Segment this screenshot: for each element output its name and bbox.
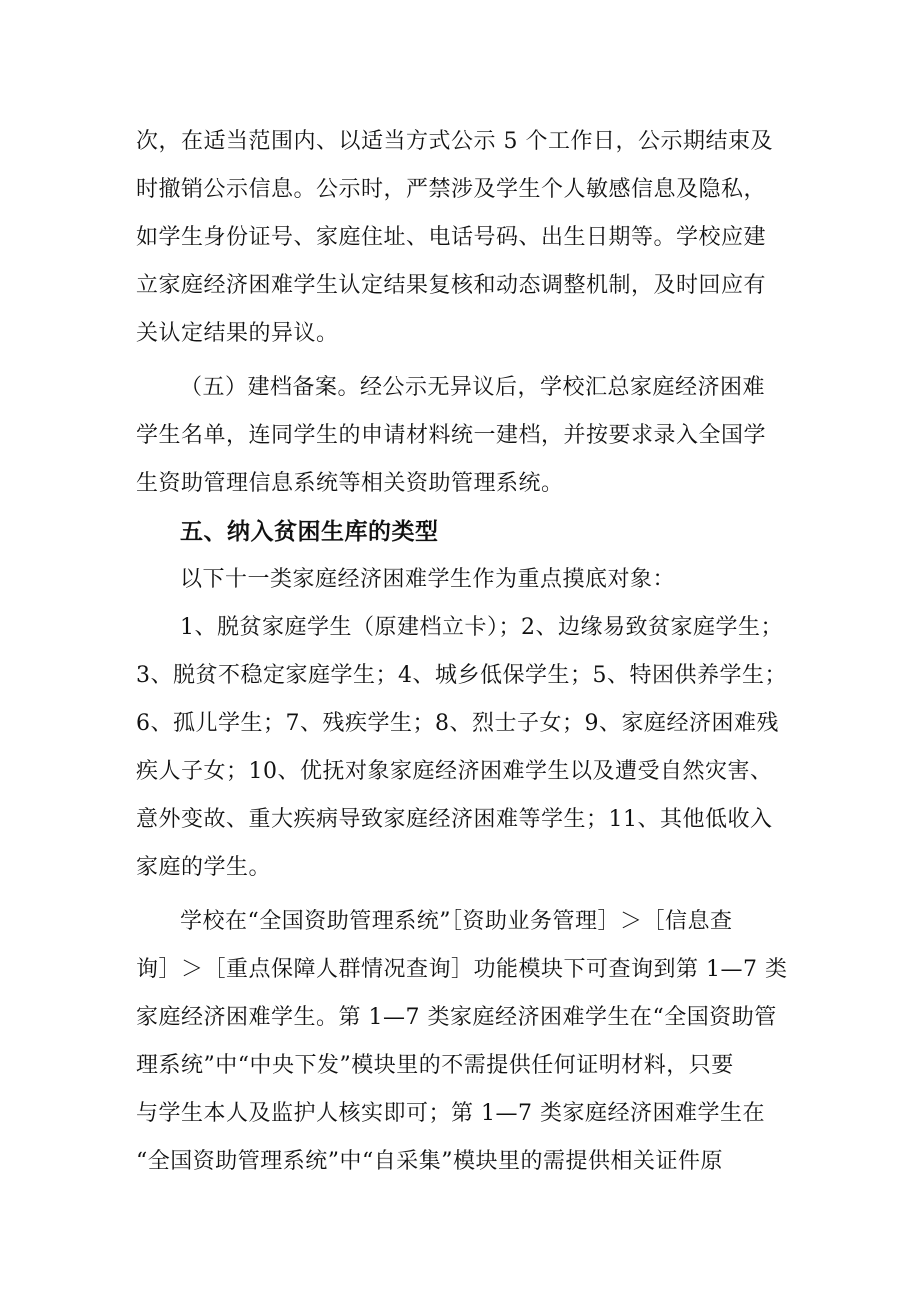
text-line: 学生名单，连同学生的申请材料统一建档，并按要求录入全国学	[136, 423, 767, 448]
text-line: 次，在适当范围内、以适当方式公示 5 个工作日，公示期结束及	[136, 129, 773, 154]
text-line: 关认定结果的异议。	[136, 321, 339, 346]
text-line: 与学生本人及监护人核实即可；第 1—7 类家庭经济困难学生在	[136, 1101, 765, 1126]
paragraph-start-line: 1、脱贫家庭学生（原建档立卡）；2、边缘易致贫家庭学生；	[180, 615, 783, 640]
text-line: 生资助管理信息系统等相关资助管理系统。	[136, 471, 564, 496]
text-line: 家庭的学生。	[136, 855, 272, 880]
paragraph-start-line: （五）建档备案。经公示无异议后，学校汇总家庭经济困难	[180, 375, 766, 400]
text-line: 疾人子女；10、优抚对象家庭经济困难学生以及遭受自然灾害、	[136, 759, 773, 784]
text-line: 询］＞［重点保障人群情况查询］功能模块下可查询到第 1—7 类	[136, 957, 788, 982]
paragraph-start-line: 以下十一类家庭经济困难学生作为重点摸底对象：	[180, 567, 676, 592]
text-line: 如学生身份证号、家庭住址、电话号码、出生日期等。学校应建	[136, 225, 767, 250]
text-line: 时撤销公示信息。公示时，严禁涉及学生个人敏感信息及隐私，	[136, 177, 767, 202]
text-line: 6、孤儿学生；7、残疾学生；8、烈士子女；9、家庭经济困难残	[136, 711, 779, 736]
text-line: 立家庭经济困难学生认定结果复核和动态调整机制，及时回应有	[136, 273, 767, 298]
text-line: 理系统”中“中央下发”模块里的不需提供任何证明材料，只要	[136, 1053, 734, 1078]
section-heading: 五、纳入贫困生库的类型	[180, 519, 439, 545]
text-line: 家庭经济困难学生。第 1—7 类家庭经济困难学生在“全国资助管	[136, 1005, 777, 1030]
text-line: “全国资助管理系统”中“自采集”模块里的需提供相关证件原	[136, 1149, 723, 1174]
paragraph-start-line: 学校在“全国资助管理系统”［资助业务管理］＞［信息查	[180, 909, 733, 934]
text-line: 意外变故、重大疾病导致家庭经济困难等学生；11、其他低收入	[136, 807, 773, 832]
text-line: 3、脱贫不稳定家庭学生；4、城乡低保学生；5、特困供养学生；	[136, 663, 787, 688]
